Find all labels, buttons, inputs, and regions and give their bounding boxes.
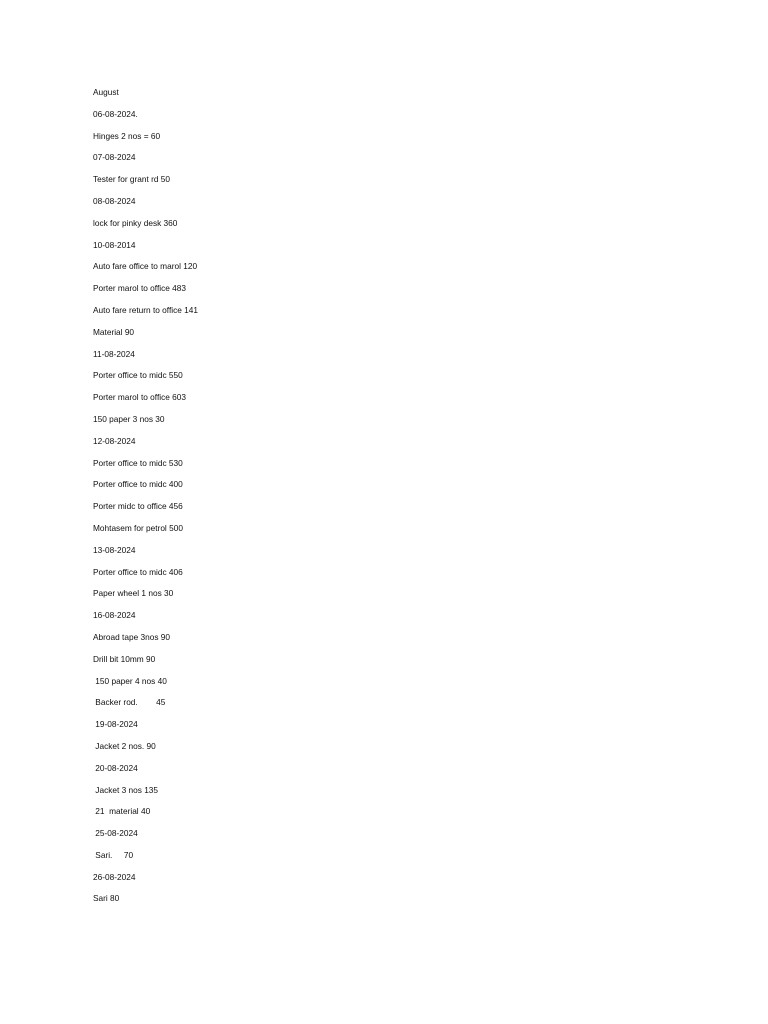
text-line: 150 paper 4 nos 40 [93,675,167,686]
text-line: 06-08-2024. [93,108,138,119]
text-line: 21 material 40 [93,806,151,817]
text-line: Hinges 2 nos = 60 [93,130,161,141]
text-line: Sari. 70 [93,849,134,860]
text-line: 12-08-2024 [93,435,136,446]
text-line: Porter office to midc 406 [93,566,183,577]
text-line: Auto fare office to marol 120 [93,261,198,272]
text-line: August [93,87,119,97]
text-line: Backer rod. 45 [93,697,166,708]
text-line: 25-08-2024 [93,828,138,839]
text-line: 16-08-2024 [93,610,136,621]
text-line: Material 90 [93,326,135,337]
text-line: 150 paper 3 nos 30 [93,413,165,424]
text-line: 10-08-2014 [93,239,136,250]
text-line: lock for pinky desk 360 [93,217,178,228]
text-line: Auto fare return to office 141 [93,304,199,315]
text-line: Sari 80 [93,893,120,904]
text-line: Porter office to midc 530 [93,457,183,468]
text-line: Drill bit 10mm 90 [93,653,156,664]
text-line: Tester for grant rd 50 [93,174,171,185]
text-line: 13-08-2024 [93,544,136,555]
text-line: 07-08-2024 [93,152,136,163]
text-line: 11-08-2024 [93,348,135,359]
text-line: Jacket 3 nos 135 [93,784,159,795]
text-lines [93,86,693,914]
text-line: Abroad tape 3nos 90 [93,631,171,642]
text-line: Mohtasem for petrol 500 [93,522,183,533]
text-line: Porter midc to office 456 [93,501,183,512]
text-line: Porter office to midc 400 [93,479,183,490]
text-line: Porter marol to office 603 [93,392,187,403]
text-line: Jacket 2 nos. 90 [93,740,156,751]
text-line: Paper wheel 1 nos 30 [93,588,174,599]
text-line: Porter marol to office 483 [93,283,187,294]
text-line: 26-08-2024 [93,871,136,882]
text-line: 08-08-2024 [93,195,136,206]
text-line: 20-08-2024 [93,762,138,773]
text-line: Porter office to midc 550 [93,370,183,381]
text-line: 19-08-2024 [93,719,138,730]
